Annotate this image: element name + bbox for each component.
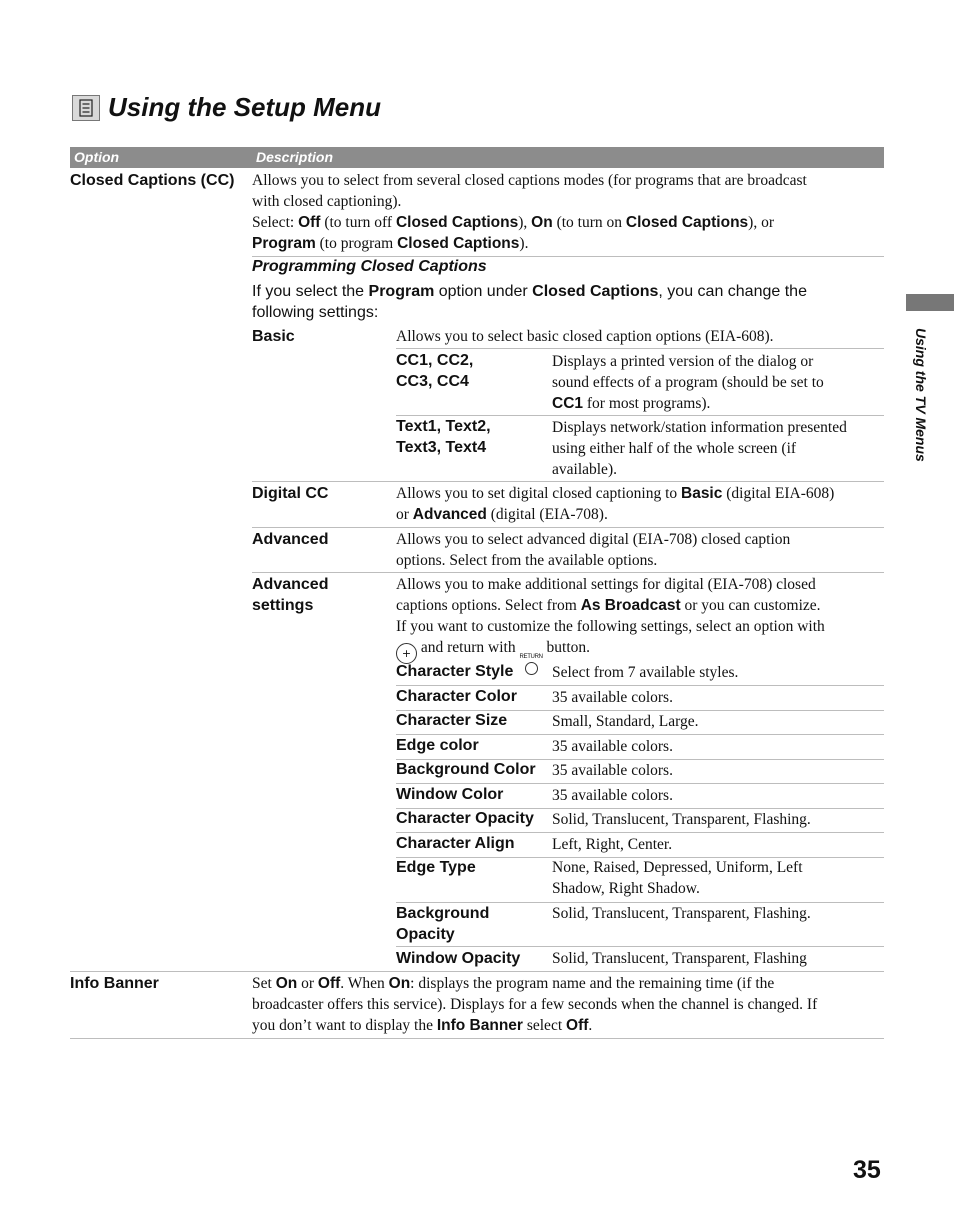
divider (252, 256, 884, 257)
advanced-description: Allows you to select advanced digital (EIA-708) closed caption options. Select from the available options. (396, 531, 791, 569)
return-button-icon: RETURN (519, 654, 542, 675)
divider (396, 946, 884, 947)
setting-item-label: Background Color (396, 761, 536, 778)
divider (396, 348, 884, 349)
cc-description: Allows you to select from several closed captions modes (for programs that are broadcast with closed captioning). Select: Off (to turn off Closed Captions), On (to turn on Closed Captions), or Program (to program Closed Captions). (252, 172, 807, 252)
divider (252, 481, 884, 482)
setting-item-description: 35 available colors. (552, 689, 673, 706)
header-option: Option (74, 149, 120, 165)
setting-item-description: Solid, Translucent, Transparent, Flashing. (552, 811, 811, 828)
edge-type-description: None, Raised, Depressed, Uniform, Left Shadow, Right Shadow. (552, 859, 803, 897)
window-opacity-description: Solid, Translucent, Transparent, Flashing (552, 950, 807, 967)
option-digital-cc: Digital CC (252, 485, 329, 502)
setting-item-label: Character Style (396, 663, 514, 680)
option-closed-captions: Closed Captions (CC) (70, 172, 235, 189)
programming-cc-intro: If you select the Program option under Closed Captions, you can change the following settings: (252, 283, 807, 321)
setting-item-description: 35 available colors. (552, 762, 673, 779)
divider (70, 971, 884, 972)
option-basic: Basic (252, 328, 295, 345)
page-number: 35 (853, 1156, 881, 1184)
setting-item-description: Select from 7 available styles. (552, 664, 739, 681)
table-header (70, 147, 884, 168)
page-title-block (72, 92, 381, 123)
divider (252, 527, 884, 528)
joystick-select-icon: + (396, 643, 417, 664)
option-text1-text4: Text1, Text2, Text3, Text4 (396, 418, 491, 456)
header-description: Description (256, 149, 334, 165)
setup-menu-icon (72, 95, 100, 121)
advanced-settings-description: Allows you to make additional settings for digital (EIA-708) closed captions options. Select from As Broadcast or you can customize. If you want to customize the following settings, select an option with + and return with RETURN button. (396, 574, 884, 675)
setting-item-label: Character Align (396, 835, 515, 852)
page-title: Using the Setup Menu (108, 92, 381, 122)
setting-item-label: Character Opacity (396, 810, 534, 827)
setting-item-description: Small, Standard, Large. (552, 713, 699, 730)
basic-description: Allows you to select basic closed caption options (EIA-608). (396, 328, 774, 345)
divider (252, 572, 884, 573)
option-advanced-settings: Advanced settings (252, 576, 329, 614)
option-advanced: Advanced (252, 531, 329, 548)
option-window-opacity: Window Opacity (396, 950, 521, 967)
option-info-banner: Info Banner (70, 975, 159, 992)
option-edge-type: Edge Type (396, 859, 476, 876)
section-label: Using the TV Menus (913, 328, 929, 462)
option-background-opacity: Background Opacity (396, 905, 490, 943)
setting-item-label: Edge color (396, 737, 479, 754)
text1-text4-description: Displays network/station information presented using either half of the whole screen (if available). (552, 419, 847, 478)
cc1-cc4-description: Displays a printed version of the dialog or sound effects of a program (should be set to CC1 for most programs). (552, 353, 824, 412)
programming-cc-heading: Programming Closed Captions (252, 258, 487, 275)
setting-item-label: Window Color (396, 786, 504, 803)
setting-item-description: Left, Right, Center. (552, 836, 673, 853)
side-tab-marker (906, 294, 954, 311)
setting-item-description: 35 available colors. (552, 787, 673, 804)
option-cc1-cc4: CC1, CC2, CC3, CC4 (396, 352, 474, 390)
setting-item-description: 35 available colors. (552, 738, 673, 755)
background-opacity-description: Solid, Translucent, Transparent, Flashing. (552, 905, 811, 922)
setting-item-label: Character Size (396, 712, 508, 729)
digital-cc-description: Allows you to set digital closed captioning to Basic (digital EIA-608) or Advanced (digital (EIA-708). (396, 485, 835, 523)
info-banner-description: Set On or Off. When On: displays the program name and the remaining time (if the broadcaster offers this service). Displays for a few seconds when the channel is changed. If you don’t want to display the Info Banner select Off. (252, 975, 818, 1034)
setting-item-label: Character Color (396, 688, 517, 705)
divider (70, 1038, 884, 1039)
